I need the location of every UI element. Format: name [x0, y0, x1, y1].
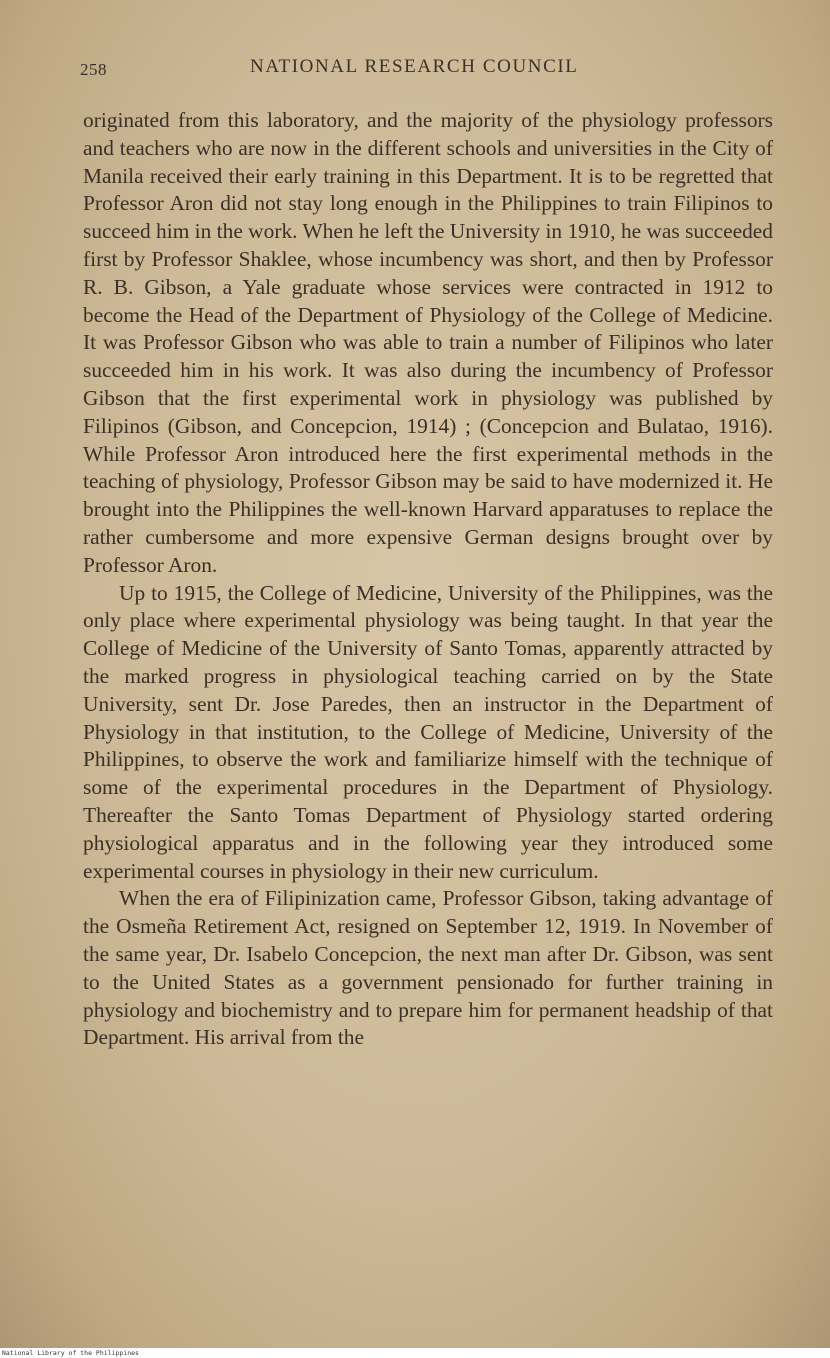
paragraph-2: Up to 1915, the College of Medicine, University of the Philippines, was the only place where experimental physiology was being taught. In that year the College of Medicine of the University of Santo Tomas, apparently attracted by the marked progress in physiological teaching carried on by the State University, sent Dr. Jose Paredes, then an instructor in the Department of Physiology in that institution, to the College of Medicine, University of the Philippines, to observe the work and familiarize himself with the technique of some of the experimental procedures in the Department of Physiology. Thereafter the Santo Tomas Department of Physiology started ordering physiological apparatus and in the following year they introduced some experimental courses in physiology in their new curriculum.	[83, 580, 773, 883]
page-number: 258	[80, 60, 107, 79]
footer-bar	[0, 1348, 830, 1358]
running-title: NATIONAL RESEARCH COUNCIL	[250, 56, 579, 77]
page-header	[80, 56, 770, 82]
body-text	[83, 107, 773, 1052]
library-credit: National Library of the Philippines	[2, 1349, 139, 1357]
paragraph-1: originated from this laboratory, and the majority of the physiology professors and teachers who are now in the different schools and universities in the City of Manila received their early training in this Department. It is to be regretted that Professor Aron did not stay long enough in the Philippines to train Filipinos to succeed him in the work. When he left the University in 1910, he was succeeded first by Professor Shaklee, whose incumbency was short, and then by Professor R. B. Gibson, a Yale graduate whose services were contracted in 1912 to become the Head of the Department of Physiology of the College of Medicine. It was Professor Gibson who was able to train a number of Filipinos who later succeeded him in his work. It was also during the incumbency of Professor Gibson that the first experimental work in physiology was published by Filipinos (Gibson, and Concepcion, 1914) ; (Concepcion and Bulatao, 1916). While Professor Aron introduced here the first experimental methods in the teaching of physiology, Professor Gibson may be said to have modernized it. He brought into the Philippines the well-known Harvard apparatuses to replace the rather cumbersome and more expensive German designs brought over by Professor Aron.	[83, 108, 773, 577]
paragraph-3: When the era of Filipinization came, Professor Gibson, taking advantage of the Osmeña Retirement Act, resigned on September 12, 1919. In November of the same year, Dr. Isabelo Concepcion, the next man after Dr. Gibson, was sent to the United States as a government pensionado for further training in physiology and biochemistry and to prepare him for permanent headship of that Department. His arrival from the	[83, 886, 773, 1050]
